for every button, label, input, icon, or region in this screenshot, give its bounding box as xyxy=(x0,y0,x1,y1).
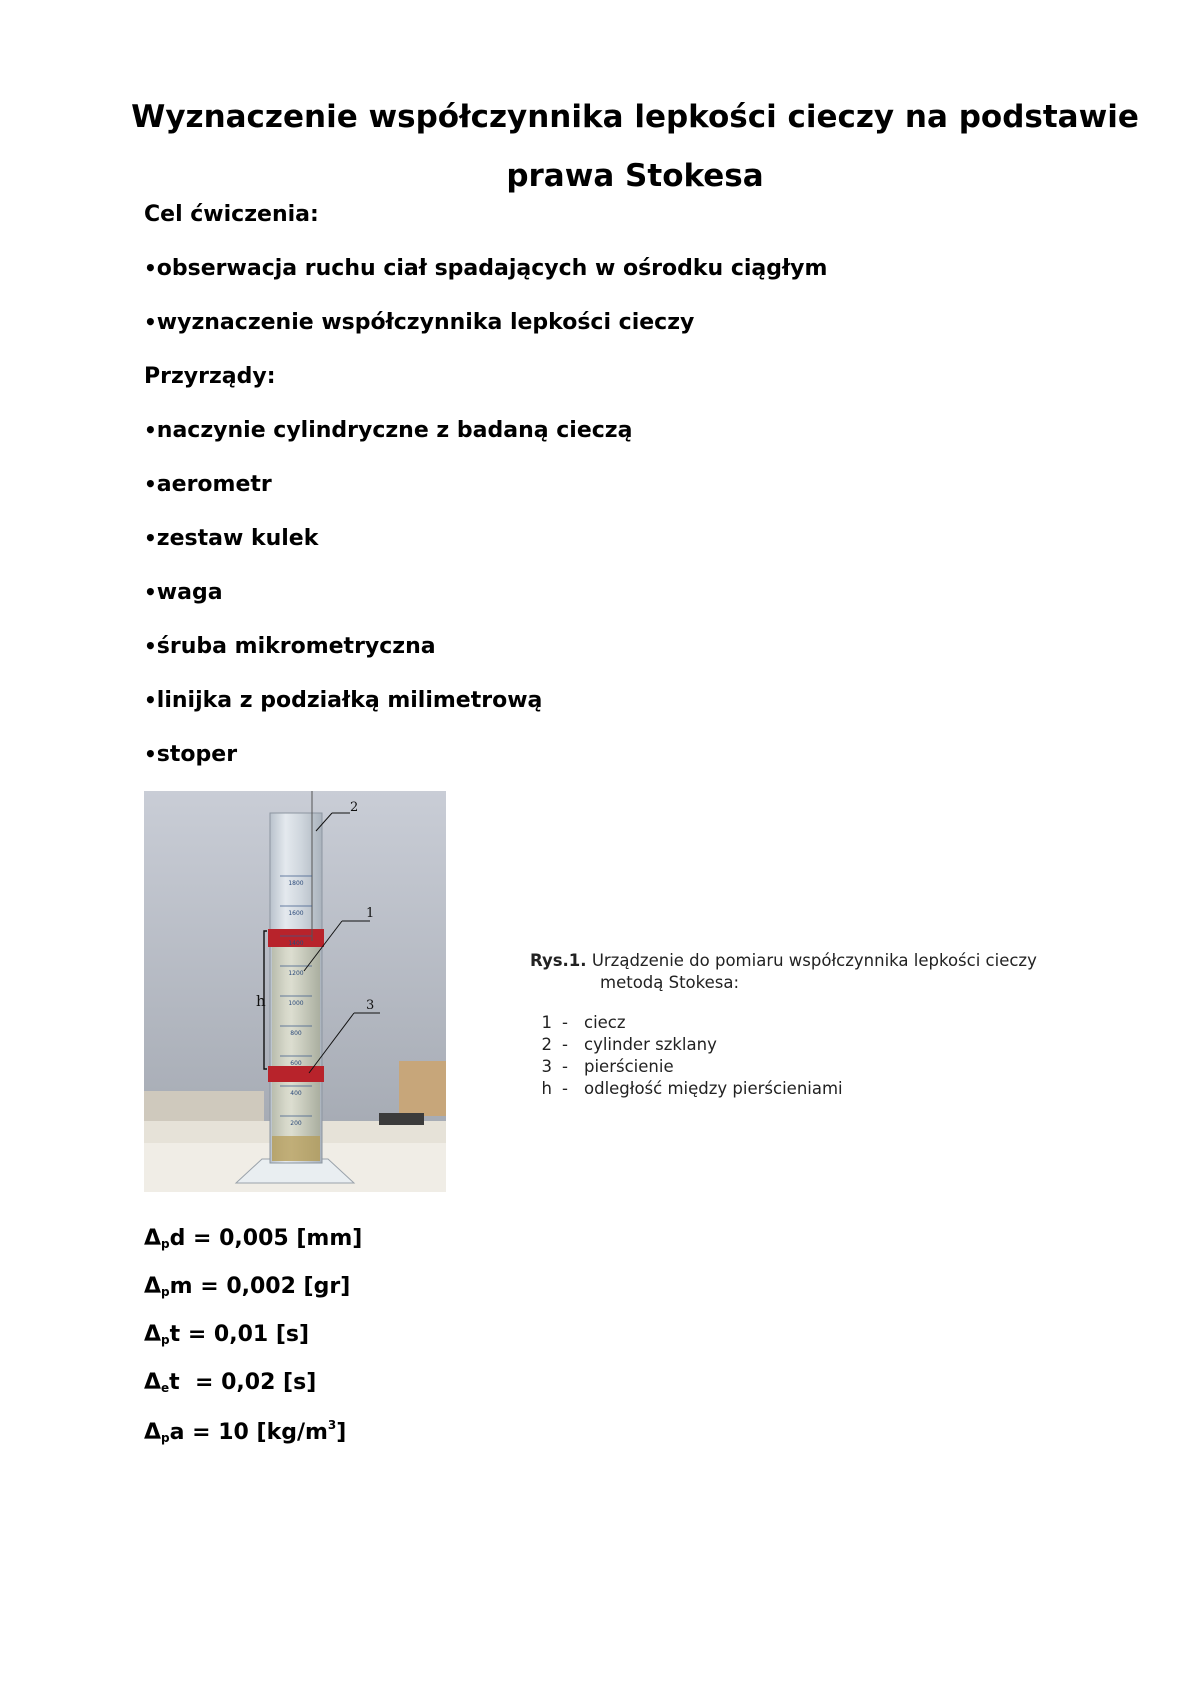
sediment xyxy=(272,1136,320,1161)
bullet-icon: • xyxy=(144,526,157,550)
figure-legend xyxy=(530,1012,1150,1100)
label-1: 1 xyxy=(366,906,375,921)
uncertainty-t-e: $\Delta_et = 0,02$ [s] xyxy=(144,1370,317,1395)
bullet-icon: • xyxy=(144,688,157,712)
label-3: 3 xyxy=(366,998,375,1013)
ring-lower xyxy=(268,1066,324,1082)
instrument-item: •stoper xyxy=(144,742,238,767)
goal-item: •wyznaczenie współczynnika lepkości cieczy xyxy=(144,310,695,335)
caption-id: Rys.1. xyxy=(530,951,587,970)
bullet-icon: • xyxy=(144,310,157,334)
scale-label: 600 xyxy=(290,1060,302,1067)
scale-label: 1400 xyxy=(288,940,304,947)
page-title: Wyznaczenie współczynnika lepkości cieczy na podstawie prawa Stokesa xyxy=(131,99,1139,194)
bullet-icon: • xyxy=(144,634,157,658)
bullet-icon: • xyxy=(144,472,157,496)
instrument-item: •zestaw kulek xyxy=(144,526,319,551)
bullet-icon: • xyxy=(144,742,157,766)
figure-caption xyxy=(530,950,1150,1100)
instrument-item: •waga xyxy=(144,580,223,605)
scale-label: 200 xyxy=(290,1120,302,1127)
bullet-icon: • xyxy=(144,256,157,280)
uncertainty-t-p: $\Delta_pt = 0,01$ [s] xyxy=(144,1322,310,1347)
bullet-icon: • xyxy=(144,580,157,604)
scale-label: 1600 xyxy=(288,910,304,917)
furniture-right xyxy=(399,1061,446,1116)
uncertainty-m: $\Delta_pm = 0,002$ [gr] xyxy=(144,1274,351,1299)
scale-label: 800 xyxy=(290,1030,302,1037)
instrument-item: •aerometr xyxy=(144,472,272,497)
instrument-item: •śruba mikrometryczna xyxy=(144,634,436,659)
stopwatch xyxy=(379,1113,424,1125)
legend-row: 1 - ciecz xyxy=(541,1013,626,1032)
scale-label: 1200 xyxy=(288,970,304,977)
apparatus-photo xyxy=(144,791,446,1192)
instrument-item: •linijka z podziałką milimetrową xyxy=(144,688,543,713)
scale-label: 1000 xyxy=(288,1000,304,1007)
label-2: 2 xyxy=(350,800,359,815)
legend-row: 3 - pierścienie xyxy=(541,1057,674,1076)
scale-label: 1800 xyxy=(288,880,304,887)
uncertainty-d: $\Delta_pd = 0,005$ [mm] xyxy=(144,1226,363,1251)
instruments-heading: Przyrządy: xyxy=(144,364,276,389)
instrument-item: •naczynie cylindryczne z badaną cieczą xyxy=(144,418,633,443)
goal-item: •obserwacja ruchu ciał spadających w ośrodku ciągłym xyxy=(144,256,828,281)
label-h: h xyxy=(256,992,266,1010)
uncertainty-a: $\Delta_pa = 10$ $[kg/m^3]$ xyxy=(144,1418,347,1445)
legend-row: h - odległość między pierścieniami xyxy=(541,1079,843,1098)
caption-line-1: Urządzenie do pomiaru współczynnika lepkości cieczy xyxy=(591,951,1037,970)
caption-line-2: metodą Stokesa: xyxy=(600,973,740,992)
shelf-left xyxy=(144,1091,264,1121)
bullet-icon: • xyxy=(144,418,157,442)
goal-heading: Cel ćwiczenia: xyxy=(144,202,319,227)
legend-row: 2 - cylinder szklany xyxy=(541,1035,717,1054)
scale-label: 400 xyxy=(290,1090,302,1097)
